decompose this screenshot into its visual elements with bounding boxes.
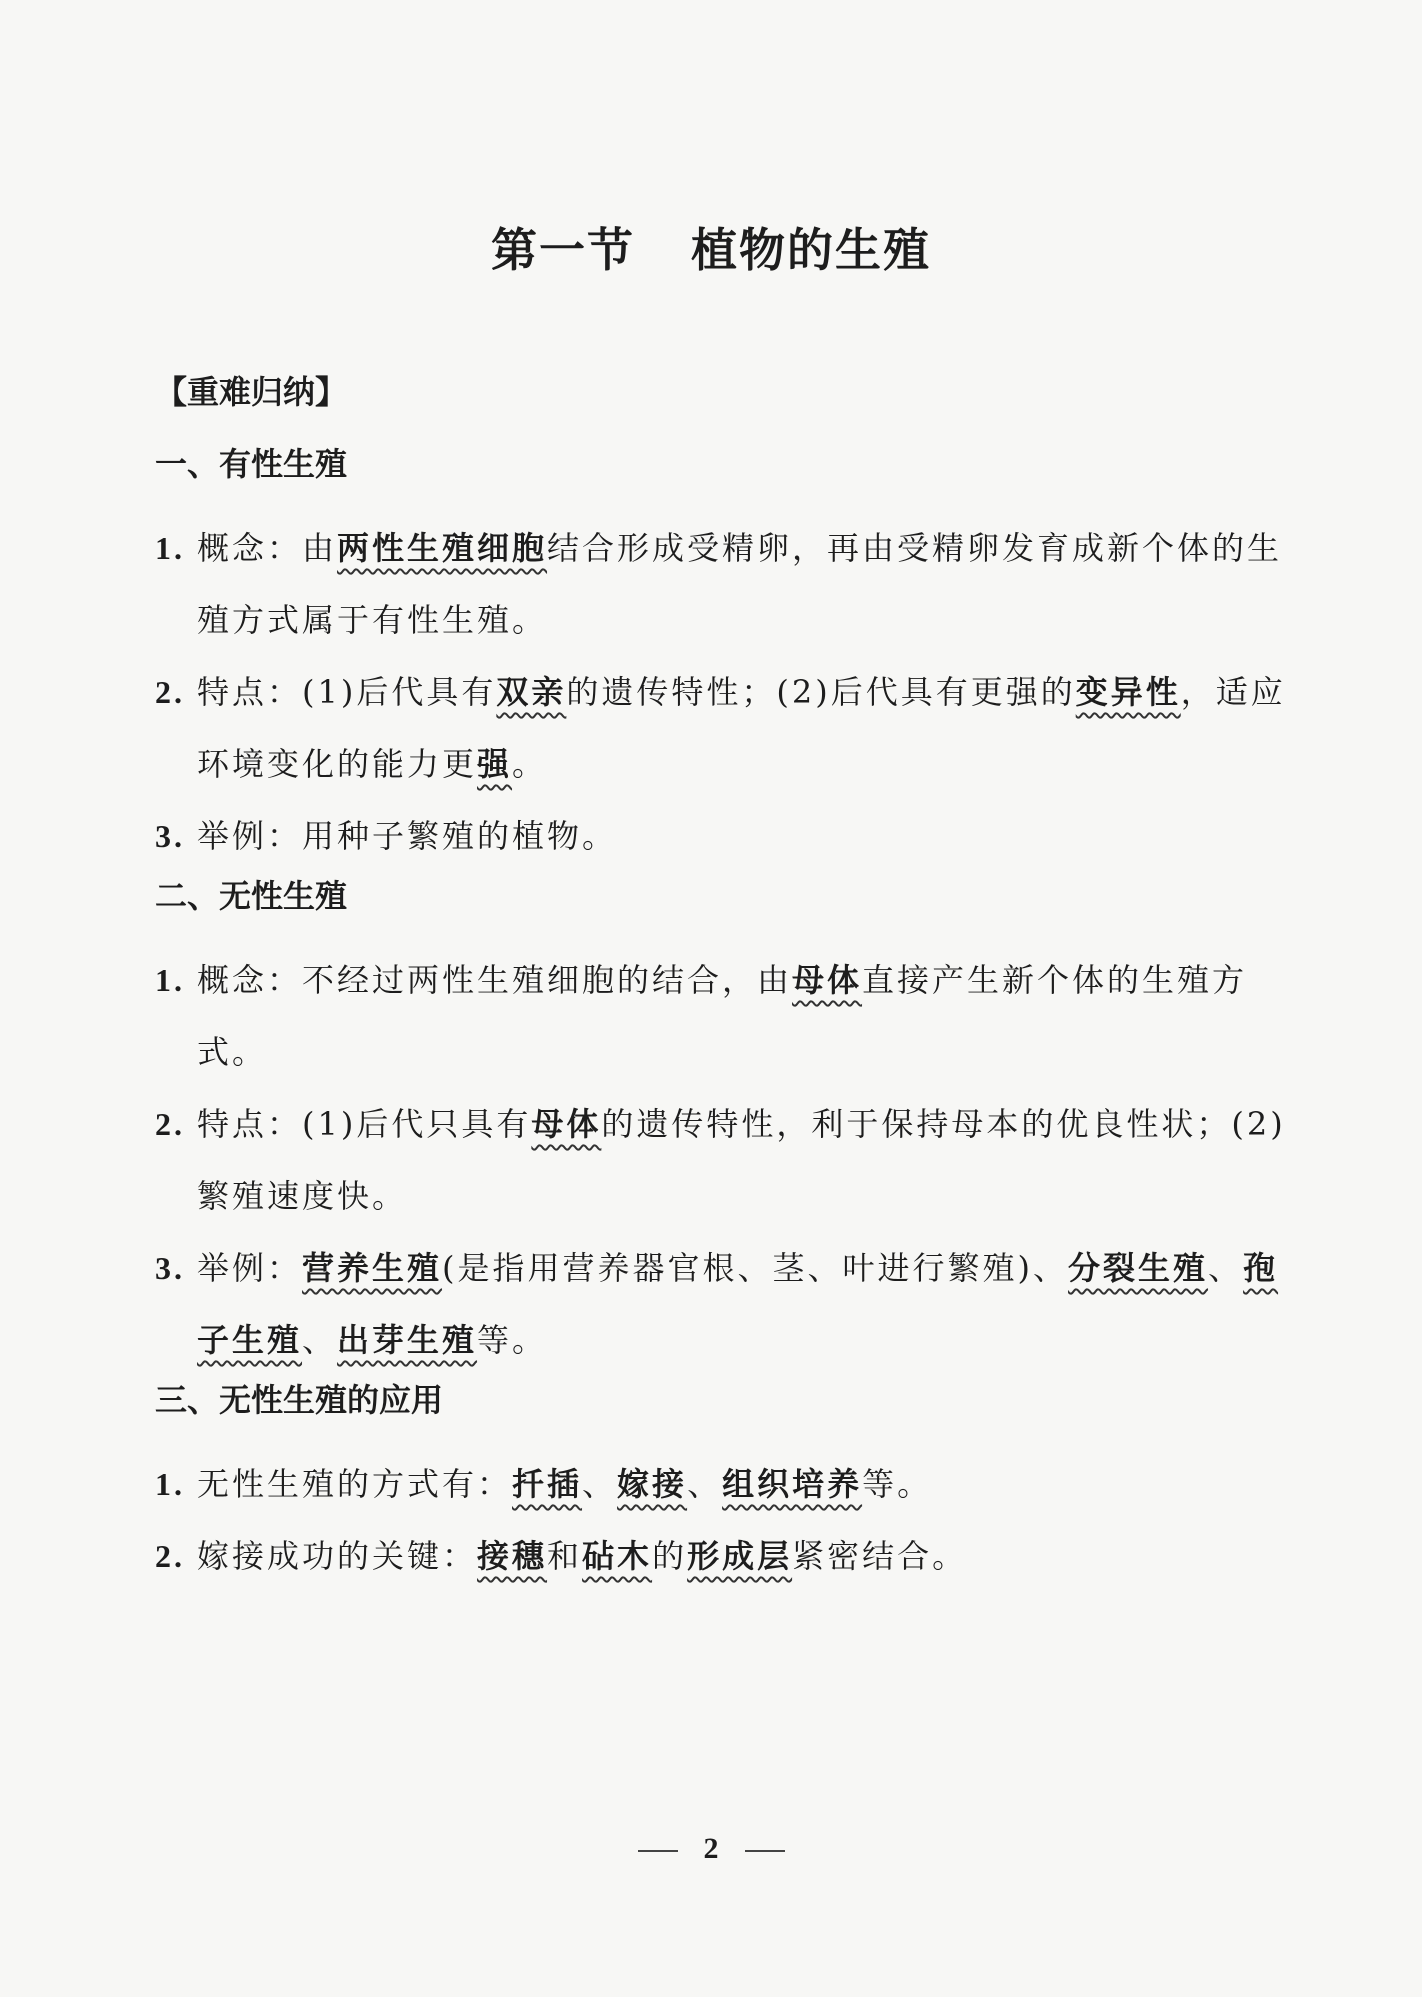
title-part2: 植物的生殖 bbox=[691, 223, 931, 277]
item-text: 直接产生新个体的生殖方式。 bbox=[197, 961, 1248, 1071]
keyword: 扦插 bbox=[512, 1465, 583, 1503]
dash-right bbox=[745, 1850, 785, 1852]
list-item bbox=[155, 1232, 1295, 1376]
list-item bbox=[155, 512, 1295, 656]
section-heading: 二、无性生殖 bbox=[155, 877, 348, 915]
item-text: 概念：由 bbox=[197, 529, 338, 567]
title-part1: 第一节 bbox=[491, 223, 635, 277]
keyword: 变异性 bbox=[1075, 673, 1181, 711]
item-text: 的遗传特性，利于保持母本的优良性状；(2)繁殖速度快。 bbox=[197, 1105, 1286, 1215]
item-number: 2. bbox=[155, 1106, 185, 1142]
keyword: 母体 bbox=[531, 1105, 602, 1143]
section-heading: 三、无性生殖的应用 bbox=[155, 1381, 444, 1419]
item-text: 特点：(1)后代具有 bbox=[197, 673, 497, 711]
keyword: 双亲 bbox=[496, 673, 567, 711]
item-text: 嫁接成功的关键： bbox=[197, 1537, 478, 1575]
item-number: 1. bbox=[155, 962, 185, 998]
item-text: 等。 bbox=[862, 1465, 933, 1503]
item-text: ，适应环境变化的能力更 bbox=[197, 673, 1286, 783]
list-item bbox=[155, 944, 1295, 1088]
keyword: 接穗 bbox=[477, 1537, 548, 1575]
keyword: 嫁接 bbox=[617, 1465, 688, 1503]
item-number: 2. bbox=[155, 674, 185, 710]
item-text: 。 bbox=[512, 745, 548, 783]
item-text: (是指用营养器官根、茎、叶进行繁殖)、 bbox=[442, 1249, 1069, 1287]
list-item bbox=[155, 1520, 1295, 1592]
item-text: 、 bbox=[1208, 1249, 1244, 1287]
keyword: 强 bbox=[477, 745, 513, 783]
section-heading: 一、有性生殖 bbox=[155, 445, 348, 483]
item-text: 概念：不经过两性生殖细胞的结合，由 bbox=[197, 961, 793, 999]
item-text: 举例： bbox=[197, 1249, 303, 1287]
keyword: 母体 bbox=[792, 961, 863, 999]
item-text: 和 bbox=[547, 1537, 583, 1575]
keyword: 组织培养 bbox=[722, 1465, 863, 1503]
section-tag: 【重难归纳】 bbox=[155, 373, 348, 411]
item-text: 结合形成受精卵，再由受精卵发育成新个体的生殖方式属于有性生殖。 bbox=[197, 529, 1283, 639]
keyword: 孢子生殖 bbox=[197, 1249, 1279, 1359]
item-number: 1. bbox=[155, 530, 185, 566]
item-text: 、 bbox=[302, 1321, 338, 1359]
list-item bbox=[155, 1448, 1295, 1520]
item-number: 1. bbox=[155, 1466, 185, 1502]
item-text: 举例：用种子繁殖的植物。 bbox=[197, 817, 618, 855]
keyword: 出芽生殖 bbox=[337, 1321, 478, 1359]
page-number-text: 2 bbox=[703, 1832, 719, 1865]
item-number: 2. bbox=[155, 1538, 185, 1574]
item-text: 、 bbox=[687, 1465, 723, 1503]
page-title bbox=[0, 214, 1422, 280]
page-number bbox=[0, 1832, 1422, 1866]
item-number: 3. bbox=[155, 1250, 185, 1286]
keyword: 形成层 bbox=[687, 1537, 793, 1575]
keyword: 营养生殖 bbox=[302, 1249, 443, 1287]
item-text: 的 bbox=[652, 1537, 688, 1575]
item-text: 特点：(1)后代只具有 bbox=[197, 1105, 532, 1143]
list-item bbox=[155, 1088, 1295, 1232]
item-number: 3. bbox=[155, 818, 185, 854]
item-text: 的遗传特性；(2)后代具有更强的 bbox=[566, 673, 1076, 711]
content bbox=[155, 368, 1295, 1592]
keyword: 砧木 bbox=[582, 1537, 653, 1575]
item-text: 、 bbox=[582, 1465, 618, 1503]
dash-left bbox=[638, 1850, 678, 1852]
list-item bbox=[155, 800, 1295, 872]
list-item bbox=[155, 656, 1295, 800]
keyword: 分裂生殖 bbox=[1068, 1249, 1209, 1287]
item-text: 紧密结合。 bbox=[792, 1537, 968, 1575]
item-text: 等。 bbox=[477, 1321, 548, 1359]
keyword: 两性生殖细胞 bbox=[337, 529, 548, 567]
item-text: 无性生殖的方式有： bbox=[197, 1465, 513, 1503]
